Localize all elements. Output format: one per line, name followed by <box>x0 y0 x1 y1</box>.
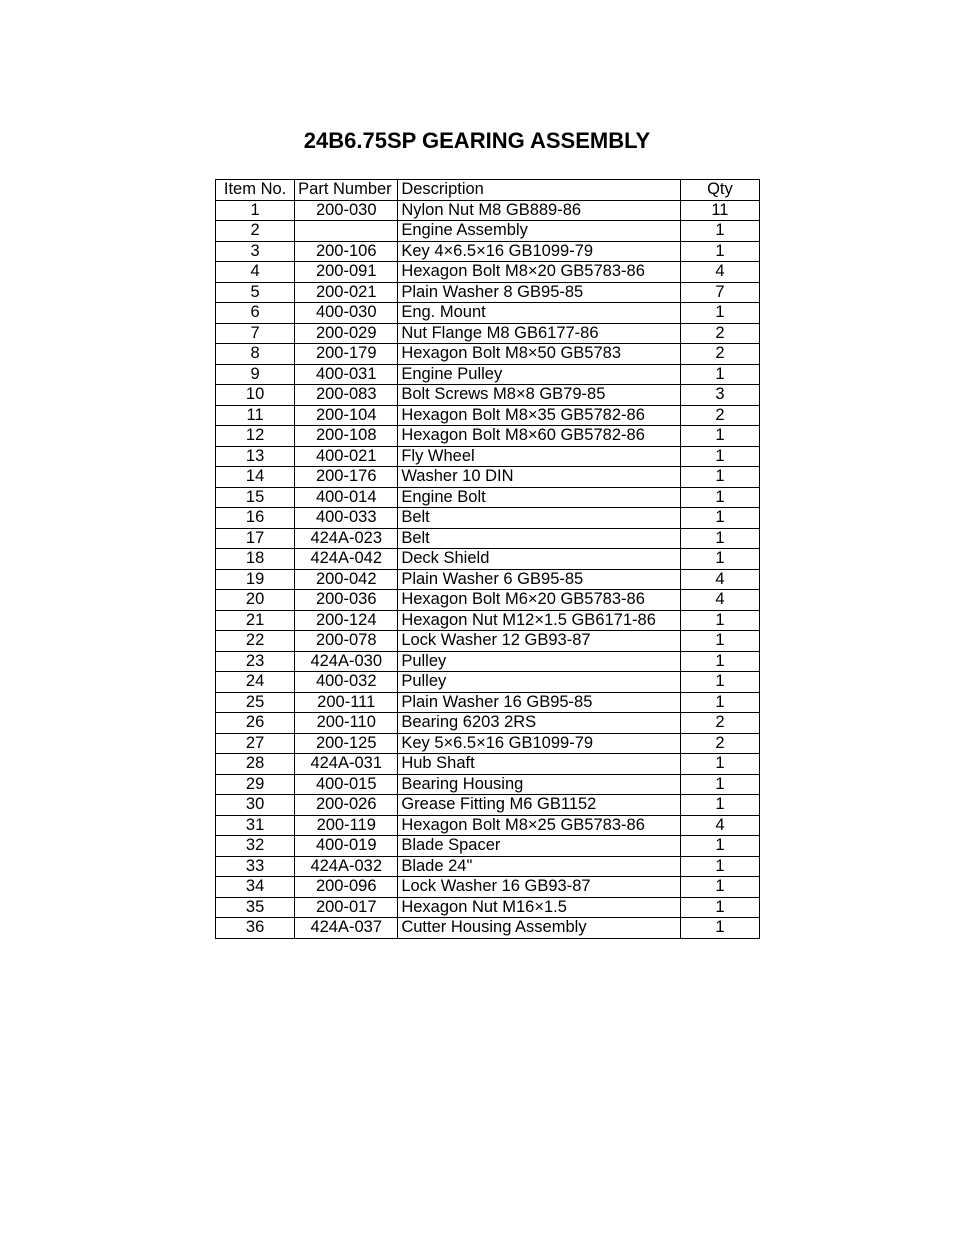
header-item-no: Item No. <box>216 180 295 201</box>
cell-qty: 1 <box>680 221 759 242</box>
cell-description: Plain Washer 16 GB95-85 <box>398 692 681 713</box>
header-qty: Qty <box>680 180 759 201</box>
parts-table-body <box>216 200 760 938</box>
cell-part-number: 424A-032 <box>295 856 398 877</box>
table-row <box>216 200 760 221</box>
cell-qty: 1 <box>680 528 759 549</box>
cell-item-no: 19 <box>216 569 295 590</box>
cell-description: Bearing Housing <box>398 774 681 795</box>
cell-item-no: 7 <box>216 323 295 344</box>
cell-item-no: 3 <box>216 241 295 262</box>
cell-description: Cutter Housing Assembly <box>398 918 681 939</box>
cell-part-number: 200-017 <box>295 897 398 918</box>
cell-part-number: 400-033 <box>295 508 398 529</box>
table-row <box>216 282 760 303</box>
cell-item-no: 4 <box>216 262 295 283</box>
table-row <box>216 262 760 283</box>
table-row <box>216 651 760 672</box>
cell-description: Lock Washer 16 GB93-87 <box>398 877 681 898</box>
table-row <box>216 364 760 385</box>
cell-qty: 1 <box>680 364 759 385</box>
cell-description: Grease Fitting M6 GB1152 <box>398 795 681 816</box>
cell-item-no: 36 <box>216 918 295 939</box>
cell-description: Blade Spacer <box>398 836 681 857</box>
table-row <box>216 405 760 426</box>
cell-qty: 1 <box>680 877 759 898</box>
cell-part-number: 400-019 <box>295 836 398 857</box>
cell-part-number: 200-036 <box>295 590 398 611</box>
cell-qty: 1 <box>680 426 759 447</box>
cell-part-number: 400-032 <box>295 672 398 693</box>
cell-part-number: 424A-030 <box>295 651 398 672</box>
cell-item-no: 5 <box>216 282 295 303</box>
cell-item-no: 30 <box>216 795 295 816</box>
cell-item-no: 10 <box>216 385 295 406</box>
cell-description: Plain Washer 6 GB95-85 <box>398 569 681 590</box>
cell-qty: 1 <box>680 897 759 918</box>
cell-item-no: 27 <box>216 733 295 754</box>
cell-qty: 1 <box>680 303 759 324</box>
cell-qty: 4 <box>680 815 759 836</box>
cell-qty: 2 <box>680 405 759 426</box>
table-row <box>216 897 760 918</box>
table-row <box>216 426 760 447</box>
cell-description: Plain Washer 8 GB95-85 <box>398 282 681 303</box>
table-row <box>216 774 760 795</box>
cell-item-no: 35 <box>216 897 295 918</box>
table-row <box>216 487 760 508</box>
cell-qty: 1 <box>680 651 759 672</box>
cell-part-number: 200-179 <box>295 344 398 365</box>
cell-part-number: 200-106 <box>295 241 398 262</box>
header-description: Description <box>398 180 681 201</box>
cell-part-number: 400-031 <box>295 364 398 385</box>
cell-qty: 1 <box>680 487 759 508</box>
cell-description: Hexagon Nut M16×1.5 <box>398 897 681 918</box>
cell-qty: 2 <box>680 733 759 754</box>
table-row <box>216 303 760 324</box>
table-row <box>216 754 760 775</box>
table-row <box>216 569 760 590</box>
cell-part-number: 424A-023 <box>295 528 398 549</box>
cell-part-number: 200-096 <box>295 877 398 898</box>
cell-part-number: 200-108 <box>295 426 398 447</box>
cell-part-number: 200-083 <box>295 385 398 406</box>
table-row <box>216 446 760 467</box>
table-row <box>216 508 760 529</box>
cell-qty: 11 <box>680 200 759 221</box>
cell-part-number <box>295 221 398 242</box>
table-row <box>216 323 760 344</box>
table-row <box>216 631 760 652</box>
cell-qty: 1 <box>680 508 759 529</box>
cell-item-no: 6 <box>216 303 295 324</box>
table-row <box>216 877 760 898</box>
cell-item-no: 13 <box>216 446 295 467</box>
cell-part-number: 200-119 <box>295 815 398 836</box>
table-row <box>216 241 760 262</box>
cell-part-number: 200-111 <box>295 692 398 713</box>
cell-item-no: 23 <box>216 651 295 672</box>
cell-description: Belt <box>398 528 681 549</box>
cell-description: Eng. Mount <box>398 303 681 324</box>
cell-qty: 2 <box>680 323 759 344</box>
table-row <box>216 692 760 713</box>
cell-description: Bolt Screws M8×8 GB79-85 <box>398 385 681 406</box>
cell-item-no: 24 <box>216 672 295 693</box>
cell-description: Nylon Nut M8 GB889-86 <box>398 200 681 221</box>
page-title: 24B6.75SP GEARING ASSEMBLY <box>303 128 651 153</box>
cell-part-number: 200-104 <box>295 405 398 426</box>
cell-item-no: 22 <box>216 631 295 652</box>
cell-description: Hexagon Nut M12×1.5 GB6171-86 <box>398 610 681 631</box>
cell-item-no: 20 <box>216 590 295 611</box>
cell-description: Hexagon Bolt M8×60 GB5782-86 <box>398 426 681 447</box>
cell-qty: 4 <box>680 262 759 283</box>
cell-part-number: 400-021 <box>295 446 398 467</box>
cell-qty: 1 <box>680 549 759 570</box>
cell-description: Fly Wheel <box>398 446 681 467</box>
cell-item-no: 33 <box>216 856 295 877</box>
cell-description: Hexagon Bolt M8×35 GB5782-86 <box>398 405 681 426</box>
table-row <box>216 795 760 816</box>
cell-description: Key 5×6.5×16 GB1099-79 <box>398 733 681 754</box>
cell-qty: 4 <box>680 590 759 611</box>
table-row <box>216 385 760 406</box>
table-row <box>216 610 760 631</box>
cell-item-no: 2 <box>216 221 295 242</box>
cell-item-no: 26 <box>216 713 295 734</box>
header-part-number: Part Number <box>295 180 398 201</box>
cell-qty: 4 <box>680 569 759 590</box>
table-row <box>216 528 760 549</box>
table-row <box>216 918 760 939</box>
cell-qty: 1 <box>680 692 759 713</box>
table-row <box>216 467 760 488</box>
cell-description: Engine Assembly <box>398 221 681 242</box>
parts-table <box>215 179 760 939</box>
cell-item-no: 21 <box>216 610 295 631</box>
cell-qty: 2 <box>680 344 759 365</box>
cell-part-number: 424A-031 <box>295 754 398 775</box>
table-row <box>216 221 760 242</box>
table-row <box>216 856 760 877</box>
cell-item-no: 31 <box>216 815 295 836</box>
cell-qty: 1 <box>680 856 759 877</box>
cell-description: Engine Bolt <box>398 487 681 508</box>
cell-description: Key 4×6.5×16 GB1099-79 <box>398 241 681 262</box>
cell-description: Lock Washer 12 GB93-87 <box>398 631 681 652</box>
cell-qty: 1 <box>680 795 759 816</box>
cell-description: Hexagon Bolt M8×25 GB5783-86 <box>398 815 681 836</box>
cell-item-no: 1 <box>216 200 295 221</box>
cell-description: Pulley <box>398 672 681 693</box>
cell-item-no: 17 <box>216 528 295 549</box>
cell-item-no: 14 <box>216 467 295 488</box>
cell-description: Hexagon Bolt M6×20 GB5783-86 <box>398 590 681 611</box>
cell-qty: 7 <box>680 282 759 303</box>
cell-description: Pulley <box>398 651 681 672</box>
table-row <box>216 815 760 836</box>
cell-description: Bearing 6203 2RS <box>398 713 681 734</box>
cell-qty: 1 <box>680 631 759 652</box>
cell-qty: 1 <box>680 241 759 262</box>
cell-qty: 2 <box>680 713 759 734</box>
cell-part-number: 400-030 <box>295 303 398 324</box>
cell-part-number: 200-021 <box>295 282 398 303</box>
cell-qty: 1 <box>680 836 759 857</box>
cell-part-number: 400-014 <box>295 487 398 508</box>
cell-qty: 1 <box>680 446 759 467</box>
cell-description: Hexagon Bolt M8×20 GB5783-86 <box>398 262 681 283</box>
cell-item-no: 8 <box>216 344 295 365</box>
cell-qty: 1 <box>680 672 759 693</box>
cell-item-no: 25 <box>216 692 295 713</box>
cell-qty: 1 <box>680 467 759 488</box>
table-row <box>216 733 760 754</box>
cell-description: Blade 24" <box>398 856 681 877</box>
cell-description: Hub Shaft <box>398 754 681 775</box>
cell-item-no: 11 <box>216 405 295 426</box>
table-row <box>216 344 760 365</box>
cell-part-number: 200-026 <box>295 795 398 816</box>
cell-part-number: 424A-037 <box>295 918 398 939</box>
cell-item-no: 29 <box>216 774 295 795</box>
table-row <box>216 672 760 693</box>
cell-part-number: 200-125 <box>295 733 398 754</box>
cell-part-number: 200-078 <box>295 631 398 652</box>
cell-description: Hexagon Bolt M8×50 GB5783 <box>398 344 681 365</box>
cell-description: Engine Pulley <box>398 364 681 385</box>
cell-part-number: 200-176 <box>295 467 398 488</box>
cell-description: Belt <box>398 508 681 529</box>
cell-item-no: 34 <box>216 877 295 898</box>
table-row <box>216 590 760 611</box>
cell-description: Washer 10 DIN <box>398 467 681 488</box>
table-row <box>216 713 760 734</box>
cell-item-no: 15 <box>216 487 295 508</box>
cell-description: Nut Flange M8 GB6177-86 <box>398 323 681 344</box>
cell-qty: 1 <box>680 774 759 795</box>
cell-qty: 1 <box>680 610 759 631</box>
table-header-row <box>216 180 760 201</box>
cell-part-number: 424A-042 <box>295 549 398 570</box>
cell-part-number: 200-091 <box>295 262 398 283</box>
cell-part-number: 200-030 <box>295 200 398 221</box>
cell-item-no: 16 <box>216 508 295 529</box>
cell-part-number: 200-029 <box>295 323 398 344</box>
cell-item-no: 9 <box>216 364 295 385</box>
cell-part-number: 400-015 <box>295 774 398 795</box>
table-row <box>216 836 760 857</box>
cell-part-number: 200-042 <box>295 569 398 590</box>
cell-description: Deck Shield <box>398 549 681 570</box>
cell-qty: 1 <box>680 754 759 775</box>
cell-item-no: 18 <box>216 549 295 570</box>
cell-item-no: 28 <box>216 754 295 775</box>
cell-qty: 1 <box>680 918 759 939</box>
cell-part-number: 200-124 <box>295 610 398 631</box>
cell-item-no: 12 <box>216 426 295 447</box>
cell-part-number: 200-110 <box>295 713 398 734</box>
table-row <box>216 549 760 570</box>
cell-qty: 3 <box>680 385 759 406</box>
cell-item-no: 32 <box>216 836 295 857</box>
